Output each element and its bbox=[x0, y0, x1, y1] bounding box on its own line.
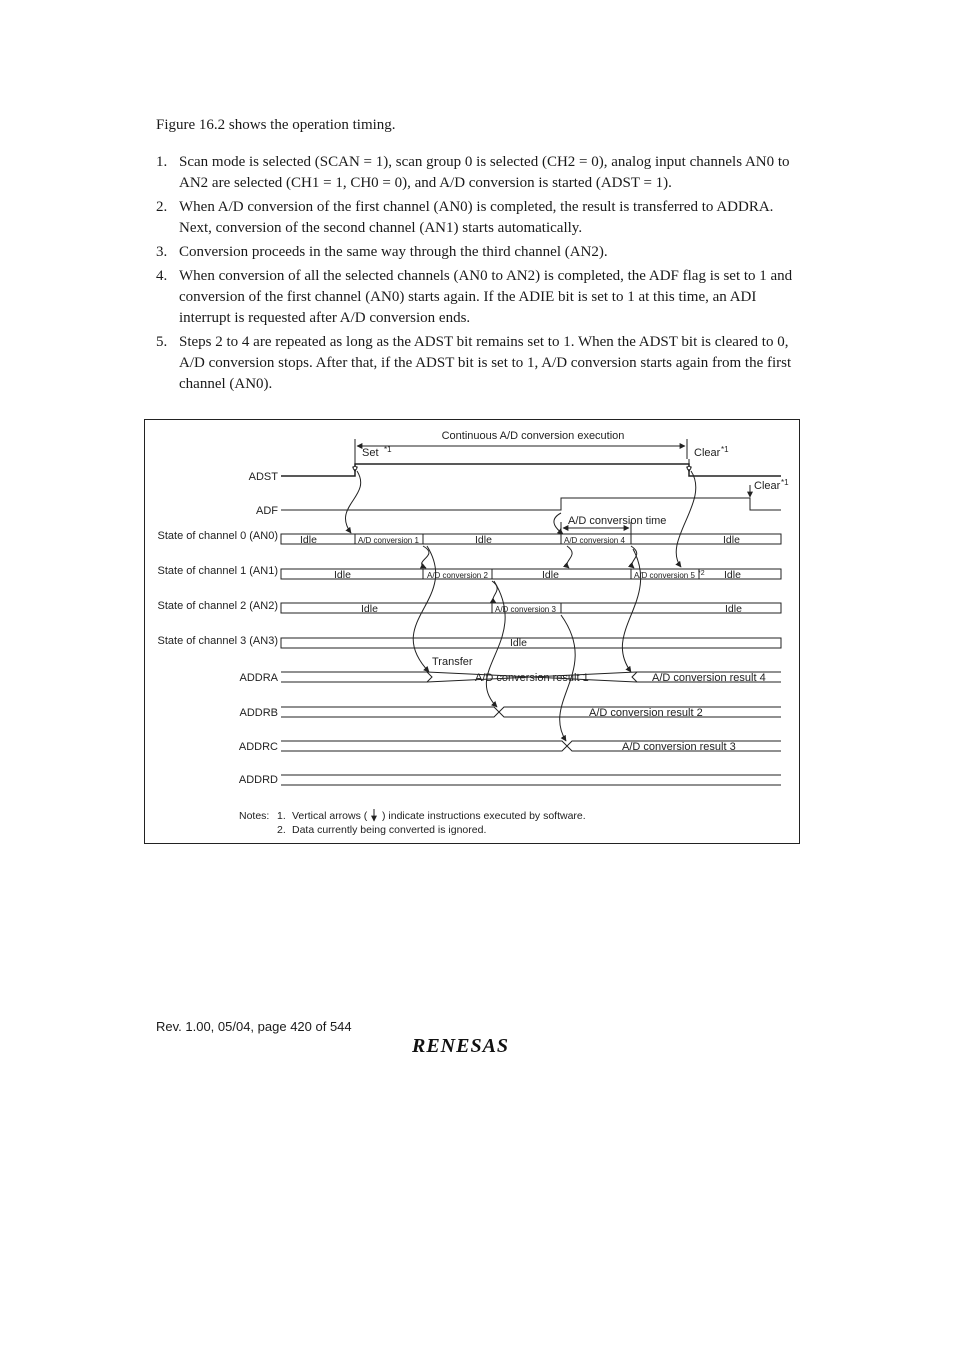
set-label: Set bbox=[362, 447, 379, 459]
svg-text:RENESAS: RENESAS bbox=[412, 1035, 510, 1056]
step-number: 4. bbox=[156, 268, 168, 284]
signal-addrc: ADDRC bbox=[238, 741, 278, 753]
ch2-idle-1: Idle bbox=[361, 603, 378, 615]
step-text: Steps 2 to 4 are repeated as long as the ADST bit remains set to 1. When the ADST bit is cleared to 0, A/D conversion stops. After that, if the ADST bit is set to 1, A/D conversion starts again from the first channel (AN0). bbox=[179, 334, 792, 392]
conversion-time-label: A/D conversion time bbox=[568, 515, 667, 527]
ch1-conversion-2: A/D conversion 2 bbox=[427, 571, 488, 580]
ch1-idle-3: Idle bbox=[724, 569, 741, 581]
adf-clear-label: Clear bbox=[754, 480, 781, 492]
ch3-idle: Idle bbox=[510, 637, 527, 649]
addra-result-1: A/D conversion result 1 bbox=[475, 672, 589, 684]
timing-diagram-figure bbox=[144, 419, 800, 844]
step-5 bbox=[156, 332, 796, 395]
ch0-conversion-4: A/D conversion 4 bbox=[564, 536, 625, 545]
note-2-text: Data currently being converted is ignored. bbox=[292, 824, 487, 836]
execution-label: Continuous A/D conversion execution bbox=[441, 430, 625, 442]
ch0-idle-1: Idle bbox=[300, 534, 317, 546]
step-number: 1. bbox=[156, 154, 168, 170]
step-text: Scan mode is selected (SCAN = 1), scan group 0 is selected (CH2 = 0), analog input channels AN0 to AN2 are selected (CH1 = 1, CH0 = 0), and A/D conversion is started (ADST = 1). bbox=[179, 154, 790, 191]
step-text: When A/D conversion of the first channel (AN0) is completed, the result is transferred to ADDRA. Next, conversion of the second channel (AN1) starts automatically. bbox=[179, 199, 774, 236]
step-4 bbox=[156, 266, 796, 329]
ch0-idle-2: Idle bbox=[475, 534, 492, 546]
ch1-idle-2: Idle bbox=[542, 569, 559, 581]
step-3 bbox=[156, 242, 796, 263]
ch0-conversion-1: A/D conversion 1 bbox=[358, 536, 419, 545]
intro-text: Figure 16.2 shows the operation timing. bbox=[156, 117, 396, 133]
page-footer: Rev. 1.00, 05/04, page 420 of 544 bbox=[156, 1019, 352, 1034]
note-1-number: 1. bbox=[277, 810, 286, 822]
signal-addrb: ADDRB bbox=[239, 707, 278, 719]
signal-ch2: State of channel 2 (AN2) bbox=[157, 600, 278, 612]
signal-addra: ADDRA bbox=[239, 672, 278, 684]
step-number: 5. bbox=[156, 334, 168, 350]
note-1-text-end: ) indicate instructions executed by software. bbox=[382, 810, 586, 822]
ch2-idle-2: Idle bbox=[725, 603, 742, 615]
ch1-conversion-5: A/D conversion 5 bbox=[634, 571, 695, 580]
signal-adst: ADST bbox=[248, 471, 278, 483]
step-text: Conversion proceeds in the same way through the third channel (AN2). bbox=[179, 244, 608, 260]
ch2-conversion-3: A/D conversion 3 bbox=[495, 605, 556, 614]
clear-label: Clear bbox=[694, 447, 721, 459]
signal-ch0: State of channel 0 (AN0) bbox=[157, 530, 278, 542]
addrb-result-2: A/D conversion result 2 bbox=[589, 707, 703, 719]
timing-diagram bbox=[145, 420, 801, 845]
transfer-label: Transfer bbox=[432, 656, 473, 668]
signal-ch3: State of channel 3 (AN3) bbox=[157, 635, 278, 647]
ch1-idle-1: Idle bbox=[334, 569, 351, 581]
adf-clear-note-ref: *1 bbox=[781, 478, 789, 487]
steps-list bbox=[156, 152, 796, 398]
note-1-text-start: Vertical arrows ( bbox=[292, 810, 368, 822]
step-2 bbox=[156, 197, 796, 239]
step-text: When conversion of all the selected channels (AN0 to AN2) is completed, the ADF flag is set to 1 and conversion of the first channel (AN0) starts again. If the ADIE bit is set to 1 at this time, an ADI interrupt is requested after A/D conversion ends. bbox=[179, 268, 793, 326]
signal-ch1: State of channel 1 (AN1) bbox=[157, 565, 278, 577]
clear-note-ref: *1 bbox=[721, 445, 729, 454]
note-2-number: 2. bbox=[277, 824, 286, 836]
signal-addrd: ADDRD bbox=[238, 774, 278, 786]
addrc-result-3: A/D conversion result 3 bbox=[622, 741, 736, 753]
ch0-idle-3: Idle bbox=[723, 534, 740, 546]
renesas-logo bbox=[410, 1034, 534, 1061]
step-number: 3. bbox=[156, 244, 168, 260]
step-number: 2. bbox=[156, 199, 168, 215]
step-1 bbox=[156, 152, 796, 194]
notes-label: Notes: bbox=[239, 810, 270, 822]
set-note-ref: *1 bbox=[384, 445, 392, 454]
ch1-note-ref: *2 bbox=[698, 570, 705, 577]
addra-result-4: A/D conversion result 4 bbox=[652, 672, 766, 684]
signal-adf: ADF bbox=[256, 505, 278, 517]
